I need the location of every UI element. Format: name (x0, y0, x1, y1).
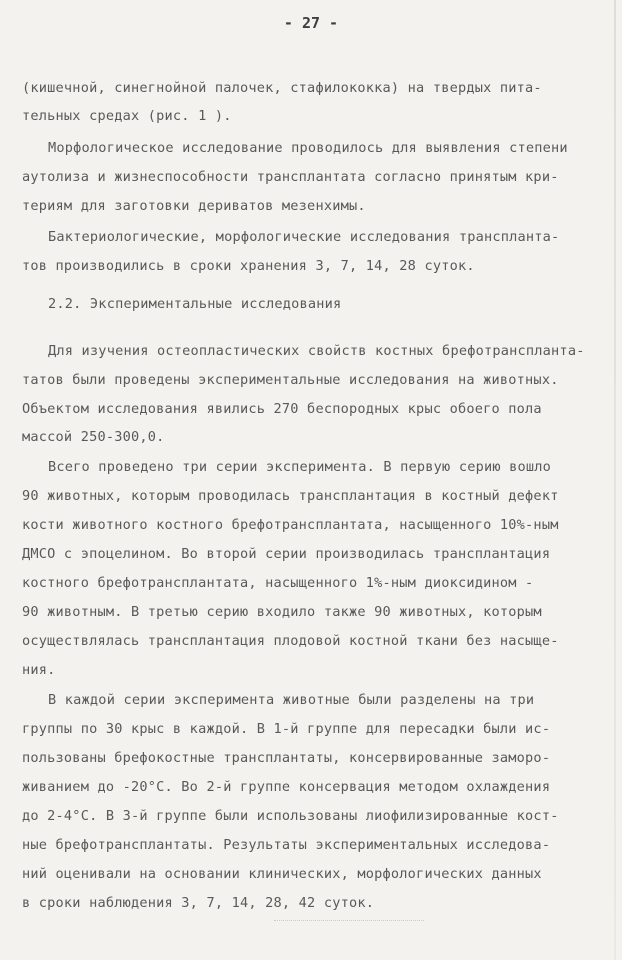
text-line: до 2-4°С. В 3-й группе были использованы лиофилизированные кост- (22, 808, 559, 824)
text-line: ния. (22, 662, 56, 678)
text-line: В каждой серии эксперимента животные были разделены на три (48, 692, 535, 708)
text-line: осуществлялась трансплантация плодовой костной ткани без насыще- (22, 633, 559, 649)
text-line: (кишечной, синегнойной палочек, стафилококка) на твердых пита- (22, 80, 542, 96)
text-line: ДМСО с эпоцелином. Во второй серии производилась трансплантация (22, 546, 551, 562)
text-line: Для изучения остеопластических свойств костных брефотранспланта- (48, 343, 585, 359)
text-line: костного брефотрансплантата, насыщенного 1%-ным диоксидином - (22, 575, 534, 591)
scan-smudge (274, 912, 424, 921)
section-heading: 2.2. Экспериментальные исследования (48, 296, 342, 312)
text-line: пользованы брефокостные трансплантаты, консервированные заморо- (22, 750, 551, 766)
text-line: ний оценивали на основании клинических, морфологических данных (22, 866, 542, 882)
text-line: Морфологическое исследование проводилось для выявления степени (48, 140, 568, 156)
text-line: Всего проведено три серии эксперимента. В первую серию вошло (48, 459, 552, 475)
text-line: массой 250-300,0. (22, 429, 165, 445)
page-edge (614, 0, 616, 960)
text-line: в сроки наблюдения 3, 7, 14, 28, 42 суток. (22, 895, 375, 911)
text-line: тельных средах (рис. 1 ). (22, 108, 232, 124)
text-line: Объектом исследования явились 270 беспородных крыс обоего пола (22, 401, 542, 417)
text-line: татов были проведены экспериментальные исследования на животных. (22, 372, 559, 388)
text-line: аутолиза и жизнеспособности трансплантата согласно принятым кри- (22, 169, 559, 185)
text-line: 90 животных, которым проводилась трансплантация в костный дефект (22, 488, 559, 504)
text-line: Бактериологические, морфологические исследования транспланта- (48, 229, 560, 245)
text-line: ные брефотрансплантаты. Результаты экспериментальных исследова- (22, 837, 551, 853)
text-line: 90 животным. В третью серию входило также 90 животных, которым (22, 604, 542, 620)
text-line: териям для заготовки дериватов мезенхимы. (22, 198, 366, 214)
page-number: - 27 - (283, 14, 339, 32)
text-line: группы по 30 крыс в каждой. В 1-й группе для пересадки были ис- (22, 721, 551, 737)
text-line: живанием до -20°С. Во 2-й группе консервация методом охлаждения (22, 779, 551, 795)
text-line: кости животного костного брефотрансплантата, насыщенного 10%-ным (22, 517, 559, 533)
text-line: тов производились в сроки хранения 3, 7, 14, 28 суток. (22, 258, 475, 274)
